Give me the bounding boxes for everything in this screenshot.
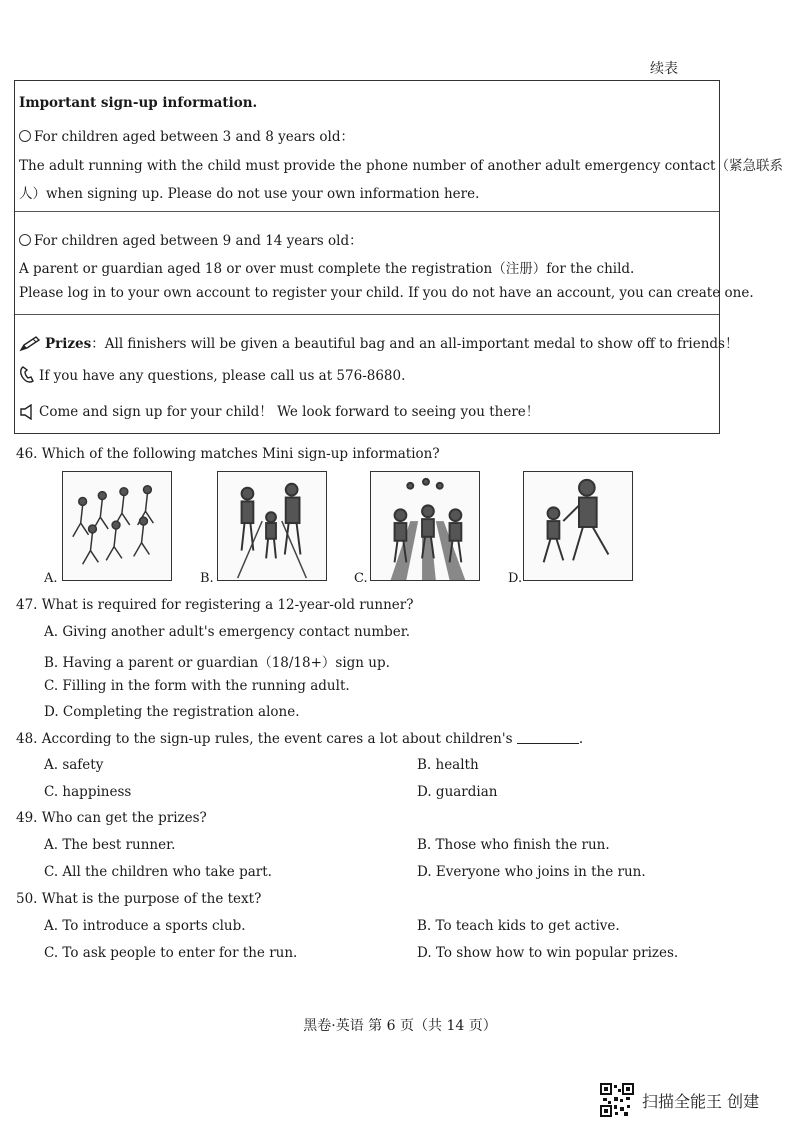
- group2-title: For children aged between 9 and 14 years old：: [19, 229, 363, 249]
- option-46-b-label: B.: [200, 571, 214, 586]
- divider: [15, 211, 719, 212]
- prizes-line: Prizes：All finishers will be given a beautiful bag and an all-important medal to show off to friends！: [19, 332, 738, 356]
- divider: [15, 314, 719, 315]
- phone-icon: [19, 366, 35, 388]
- pencil-icon: [19, 336, 41, 356]
- signup-line: Come and sign up for your child！ We look forward to seeing you there！: [19, 400, 539, 424]
- option-46-a-image[interactable]: [62, 471, 172, 581]
- scanner-watermark: [600, 1083, 759, 1117]
- group1-line2: 人）when signing up. Please do not use your own information here.: [19, 186, 480, 202]
- option-47-a[interactable]: A. Giving another adult's emergency contact number.: [44, 624, 411, 640]
- option-48-c[interactable]: C. happiness: [44, 784, 132, 800]
- group1-title: For children aged between 3 and 8 years old：: [19, 125, 354, 145]
- option-49-d[interactable]: D. Everyone who joins in the run.: [417, 864, 646, 880]
- option-48-b[interactable]: B. health: [417, 757, 479, 773]
- option-46-d-image[interactable]: [523, 471, 633, 581]
- option-46-d-label: D.: [508, 571, 523, 586]
- info-heading: Important sign-up information.: [19, 95, 258, 111]
- question-50: 50. What is the purpose of the text?: [16, 891, 262, 907]
- option-49-a[interactable]: A. The best runner.: [44, 837, 176, 853]
- signup-info-box: [14, 80, 783, 434]
- question-49: 49. Who can get the prizes?: [16, 810, 207, 826]
- option-46-a-label: A.: [44, 571, 58, 586]
- qr-code-icon: [600, 1083, 634, 1117]
- speaker-icon: [19, 404, 35, 424]
- circle-bullet-icon: [19, 130, 31, 142]
- circle-bullet-icon: [19, 234, 31, 246]
- option-46-c-image[interactable]: [370, 471, 480, 581]
- question-46: 46. Which of the following matches Mini sign-up information?: [16, 446, 440, 462]
- option-49-b[interactable]: B. Those who finish the run.: [417, 837, 610, 853]
- option-47-d[interactable]: D. Completing the registration alone.: [44, 704, 300, 720]
- option-50-c[interactable]: C. To ask people to enter for the run.: [44, 945, 298, 961]
- option-48-d[interactable]: D. guardian: [417, 784, 498, 800]
- option-50-a[interactable]: A. To introduce a sports club.: [44, 918, 246, 934]
- option-46-b-image[interactable]: [217, 471, 327, 581]
- phone-line: If you have any questions, please call us at 576-8680.: [19, 366, 405, 388]
- option-47-b[interactable]: B. Having a parent or guardian（18/18+）sign up.: [44, 655, 390, 671]
- group2-line2: Please log in to your own account to register your child. If you do not have an account, you can create one.: [19, 285, 754, 301]
- answer-blank: [517, 731, 579, 744]
- question-47: 47. What is required for registering a 12-year-old runner?: [16, 597, 414, 613]
- group2-line1: A parent or guardian aged 18 or over must complete the registration（注册）for the child.: [19, 261, 635, 277]
- option-48-a[interactable]: A. safety: [44, 757, 104, 773]
- question-48: 48. According to the sign-up rules, the event cares a lot about children's .: [16, 731, 584, 747]
- option-50-d[interactable]: D. To show how to win popular prizes.: [417, 945, 679, 961]
- page-footer: 黑卷·英语 第 6 页（共 14 页）: [303, 1018, 497, 1034]
- option-47-c[interactable]: C. Filling in the form with the running adult.: [44, 678, 350, 694]
- option-46-c-label: C.: [354, 571, 368, 586]
- group1-line1: The adult running with the child must provide the phone number of another adult emergency contact（紧急联系: [19, 158, 783, 174]
- scanner-text: 扫描全能王 创建: [642, 1091, 760, 1111]
- option-49-c[interactable]: C. All the children who take part.: [44, 864, 272, 880]
- continued-label: 续表: [650, 61, 678, 77]
- option-50-b[interactable]: B. To teach kids to get active.: [417, 918, 620, 934]
